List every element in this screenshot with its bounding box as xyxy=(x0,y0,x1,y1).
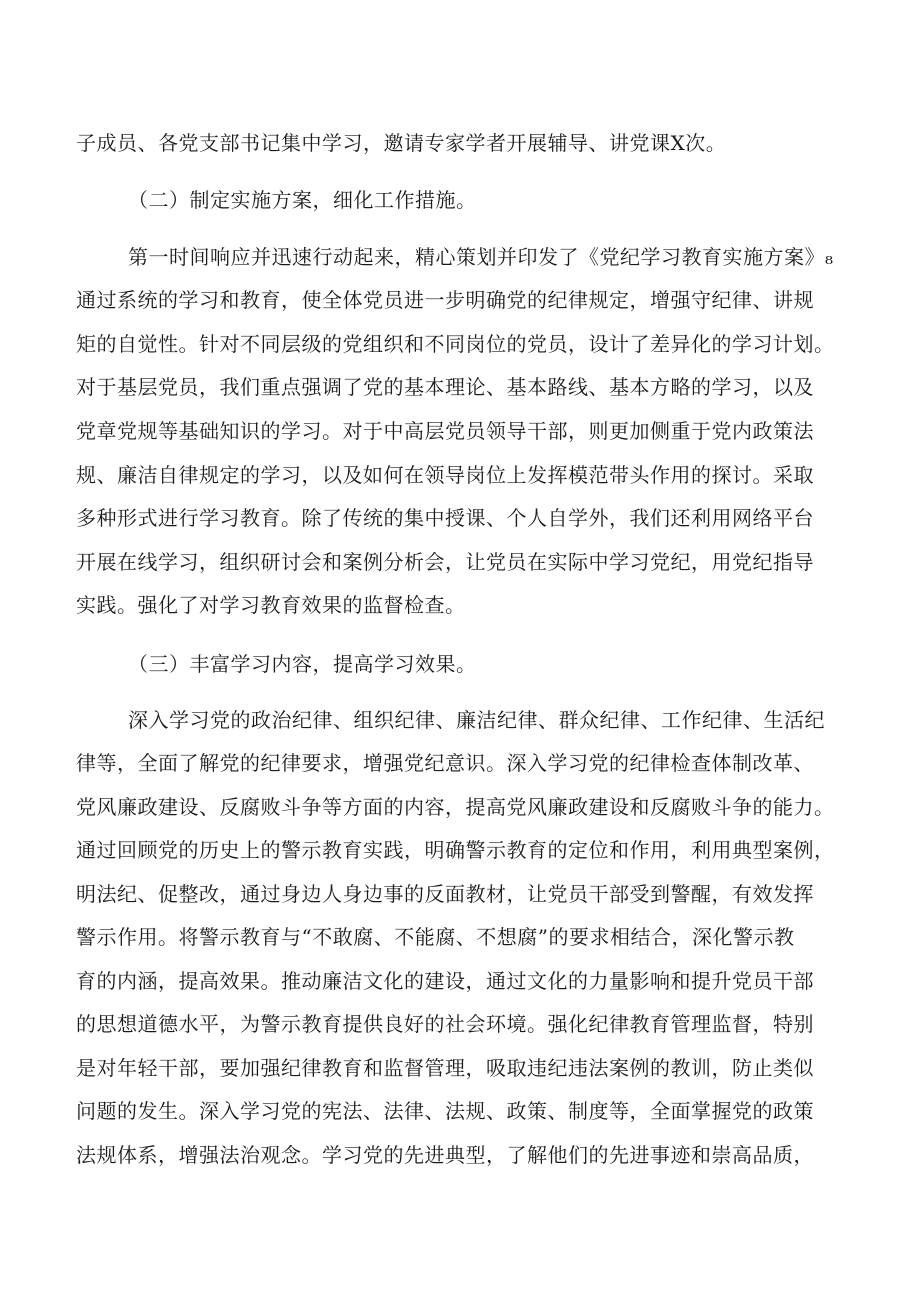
paragraph-line: 实践。强化了对学习教育效果的监督检查。 xyxy=(76,593,466,617)
paragraph-line: 法规体系，增强法治观念。学习党的先进典型，了解他们的先进事迹和崇高品质， xyxy=(76,1143,814,1167)
paragraph-line: 问题的发生。深入学习党的宪法、法律、法规、政策、制度等，全面掌握党的政策 xyxy=(76,1099,814,1123)
paragraph-line: 通过回顾党的历史上的警示教育实践，明确警示教育的定位和作用，利用典型案例， xyxy=(76,838,835,862)
paragraph-line: 对于基层党员，我们重点强调了党的基本理论、基本路线、基本方略的学习，以及 xyxy=(76,375,814,399)
paragraph-line: 规、廉洁自律规定的学习，以及如何在领导岗位上发挥模范带头作用的探讨。采取 xyxy=(76,463,814,487)
paragraph-line: 的思想道德水平，为警示教育提供良好的社会环境。强化纪律教育管理监督，特别 xyxy=(76,1012,814,1036)
paragraph-line: 多种形式进行学习教育。除了传统的集中授课、个人自学外，我们还利用网络平台 xyxy=(76,506,814,530)
paragraph-line: 党风廉政建设、反腐败斗争等方面的内容，提高党风廉政建设和反腐败斗争的能力。 xyxy=(76,795,835,819)
paragraph-line: 明法纪、促整改，通过身边人身边事的反面教材，让党员干部受到警醒，有效发挥 xyxy=(76,882,814,906)
paragraph-line: 党章党规等基础知识的学习。对于中高层党员领导干部，则更加侧重于党内政策法 xyxy=(76,419,814,443)
paragraph-line: 通过系统的学习和教育，使全体党员进一步明确党的纪律规定，增强守纪律、讲规 xyxy=(76,288,814,312)
paragraph-line: 矩的自觉性。针对不同层级的党组织和不同岗位的党员，设计了差异化的学习计划。 xyxy=(76,332,835,356)
paragraph-line: 育的内涵，提高效果。推动廉洁文化的建设，通过文化的力量影响和提升党员干部 xyxy=(76,969,814,993)
paragraph-line: 子成员、各党支部书记集中学习，邀请专家学者开展辅导、讲党课X次。 xyxy=(76,131,727,155)
paragraph-line: 深入学习党的政治纪律、组织纪律、廉洁纪律、群众纪律、工作纪律、生活纪 xyxy=(128,708,825,732)
paragraph-line: 开展在线学习，组织研讨会和案例分析会，让党员在实际中学习党纪，用党纪指导 xyxy=(76,550,814,574)
paragraph-line: 第一时间响应并迅速行动起来，精心策划并印发了《党纪学习教育实施方案》₈ xyxy=(128,245,834,269)
paragraph-line: 律等，全面了解党的纪律要求，增强党纪意识。深入学习党的纪律检查体制改革、 xyxy=(76,751,814,775)
paragraph-line: 是对年轻干部，要加强纪律教育和监督管理，吸取违纪违法案例的教训，防止类似 xyxy=(76,1056,814,1080)
section-heading-2: （二）制定实施方案，细化工作措施。 xyxy=(128,188,477,212)
section-heading-3: （三）丰富学习内容，提高学习效果。 xyxy=(128,652,477,676)
paragraph-line: 警示作用。将警示教育与“不敢腐、不能腐、不想腐”的要求相结合，深化警示教 xyxy=(76,925,795,949)
